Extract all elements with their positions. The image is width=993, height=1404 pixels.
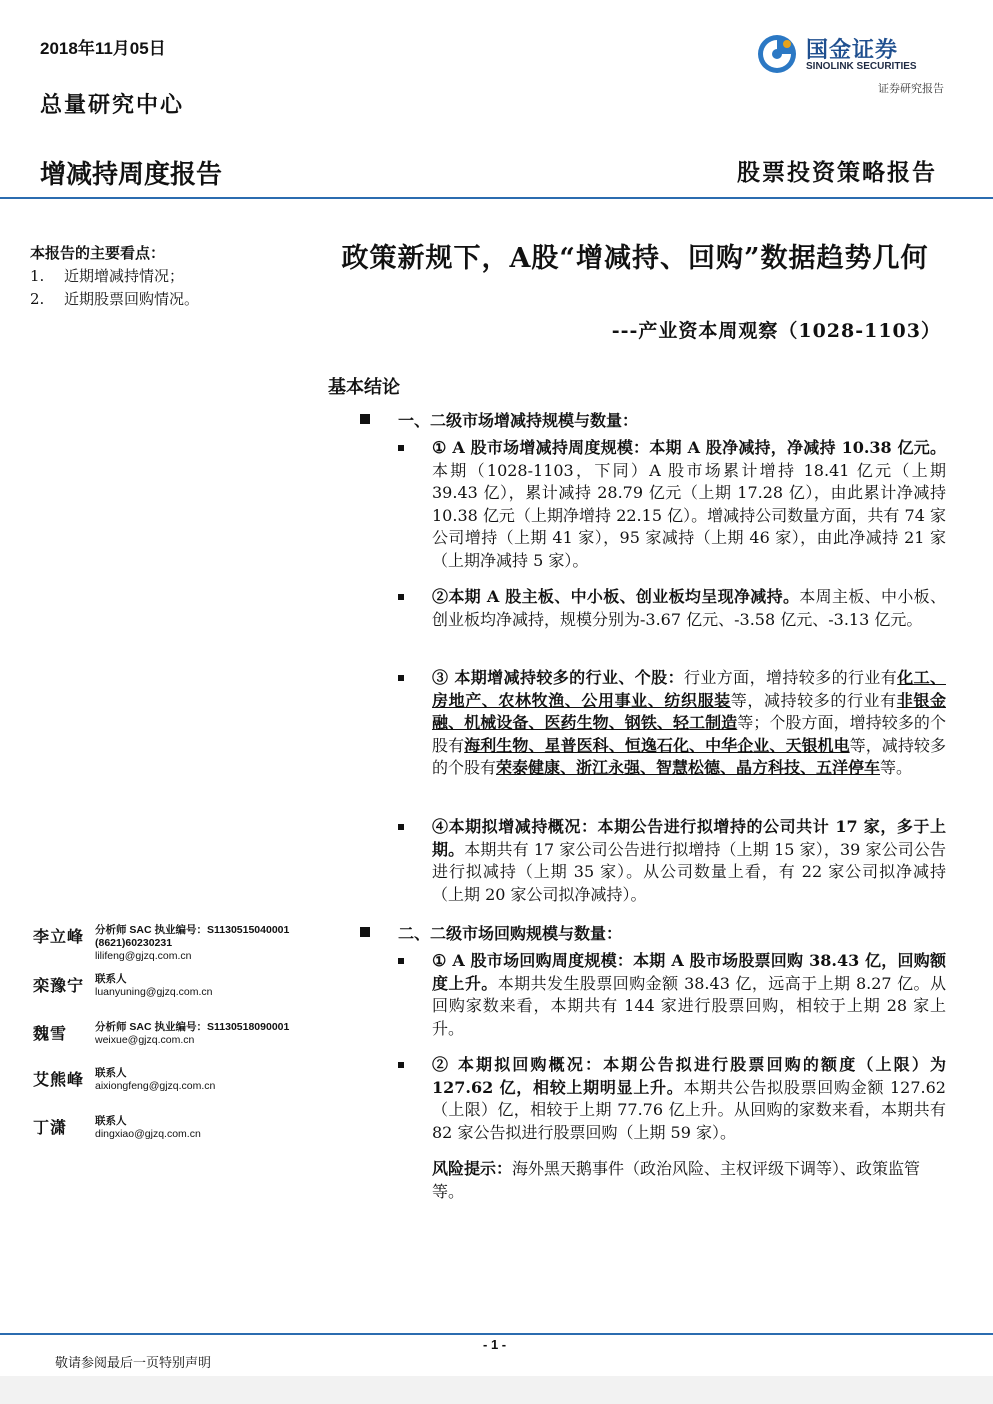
analyst-role: 分析师 SAC 执业编号：S1130518090001 xyxy=(95,1021,290,1033)
paragraph-3 xyxy=(398,667,946,780)
analyst-email: aixiongfeng@gjzq.com.cn xyxy=(95,1080,216,1092)
paragraph-text: 等。 xyxy=(880,758,913,778)
bullet-icon xyxy=(398,445,404,451)
analyst-card xyxy=(33,973,313,999)
paragraph-lead: ① A 股市场回购周度规模：本期 A 股市场股票回购 38.43 亿，回购额度上升。 xyxy=(432,951,946,993)
sinolink-logo xyxy=(756,33,946,95)
analyst-role: 分析师 SAC 执业编号：S1130515040001 xyxy=(95,924,290,936)
paragraph-text: 本期（1028-1103，下同）A 股市场累计增持 18.41 亿元（上期 39.43 亿），累计减持 28.79 亿元（上期 17.28 亿），由此累计净减持 10.38 亿元（上期净增持 22.15 亿）。增减持公司数量方面，共有 74 家公司增持（上期 41 家），95 家减持（上期 46 家），由此净减持 21 家（上期净减持 5 家）。 xyxy=(432,460,946,570)
analyst-email: luanyuning@gjzq.com.cn xyxy=(95,986,213,998)
bullet-square-icon xyxy=(360,927,370,937)
analyst-card xyxy=(33,1021,313,1047)
section-one-heading xyxy=(360,408,638,431)
analyst-name: 栾豫宁 xyxy=(33,976,85,995)
analyst-name: 艾熊峰 xyxy=(33,1070,85,1089)
footer-divider xyxy=(0,1333,993,1335)
paragraph-text: 本期共发生股票回购金额 38.43 亿，远高于上期 8.27 亿。从回购家数来看，本期共有 144 家进行股票回购，相较于上期 28 家上升。 xyxy=(432,973,946,1038)
paragraph-lead: ① A 股市场增减持周度规模：本期 A 股净减持，净减持 10.38 亿元。 xyxy=(432,438,946,457)
list-item xyxy=(30,288,280,311)
industry-list-increase: 化工、房地产、农林牧渔、公用事业、纺织服装 xyxy=(432,668,946,710)
paragraph-1 xyxy=(398,437,946,573)
paragraph-text: 本周主板、中小板、创业板均净减持，规模分别为-3.67 亿元、-3.58 亿元、-3.13 亿元。 xyxy=(432,587,946,629)
sinolink-logo-icon xyxy=(756,33,798,75)
logo-name-cn: 国金证券 xyxy=(806,37,899,62)
main-title: 政策新规下，A股“增减持、回购”数据趋势几何 xyxy=(341,243,929,274)
analyst-card xyxy=(33,1115,313,1141)
bullet-icon xyxy=(398,1062,404,1068)
page-number: - 1 - xyxy=(483,1337,507,1352)
paragraph-text: 等；个股方面，增持较多的个股有 xyxy=(432,713,946,755)
list-item xyxy=(30,265,280,288)
paragraph-text: 本期共有 17 家公司公告进行拟增持（上期 15 家），39 家公司公告进行拟减持（上期 35 家）。从公司数量上看，有 22 家公司拟净减持（上期 20 家公司拟净减持）。 xyxy=(432,839,946,904)
list-item-number: 2. xyxy=(30,290,45,308)
analyst-card xyxy=(33,1067,313,1093)
analyst-email: dingxiao@gjzq.com.cn xyxy=(95,1128,201,1140)
analyst-name: 丁潇 xyxy=(33,1118,68,1137)
bullet-square-icon xyxy=(360,414,370,424)
analyst-role: 联系人 xyxy=(95,1067,127,1079)
paragraph-6 xyxy=(398,1054,946,1144)
paragraph-4 xyxy=(398,816,946,906)
report-type: 增减持周度报告 xyxy=(40,159,223,189)
analyst-role: 联系人 xyxy=(95,973,127,985)
analyst-email: lilifeng@gjzq.com.cn xyxy=(95,950,192,962)
section-two-title: 二、二级市场回购规模与数量： xyxy=(398,924,623,943)
highlights-title: 本报告的主要看点： xyxy=(30,244,166,262)
highlights-panel xyxy=(30,242,280,311)
header-divider xyxy=(0,197,993,199)
industry-list-decrease: 非银金融、机械设备、医药生物、钢铁、轻工制造 xyxy=(432,690,946,733)
paragraph-lead: ②本期 A 股主板、中小板、创业板均呈现净减持。 xyxy=(432,587,800,606)
paragraph-text: 等，减持较多的行业有 xyxy=(730,690,897,710)
bullet-icon xyxy=(398,675,404,681)
list-item-number: 1. xyxy=(30,267,45,285)
footer-disclaimer: 敬请参阅最后一页特别声明 xyxy=(55,1356,212,1371)
bullet-icon xyxy=(398,594,404,600)
analyst-card xyxy=(33,924,313,963)
risk-warning xyxy=(432,1158,946,1203)
analyst-phone: (8621)60230231 xyxy=(95,937,173,949)
list-item-text: 近期增减持情况； xyxy=(64,267,185,285)
analyst-name: 魏雪 xyxy=(33,1024,68,1043)
report-date: 2018年11月05日 xyxy=(40,39,166,58)
subtitle: ---产业资本周观察（1028-1103） xyxy=(611,320,941,342)
footer-bar xyxy=(0,1376,993,1404)
list-item-text: 近期股票回购情况。 xyxy=(64,290,200,308)
analyst-role: 联系人 xyxy=(95,1115,127,1127)
risk-label: 风险提示： xyxy=(432,1159,513,1178)
paragraph-lead: ④本期拟增减持概况：本期公告进行拟增持的公司共计 17 家，多于上期。 xyxy=(432,817,946,859)
research-center: 总量研究中心 xyxy=(40,92,185,118)
logo-name-en: SINOLINK SECURITIES xyxy=(806,61,917,72)
section-two-heading xyxy=(360,921,622,944)
section-one-title: 一、二级市场增减持规模与数量： xyxy=(398,411,639,430)
paragraph-text: 行业方面，增持较多的行业有 xyxy=(683,668,898,687)
paragraph-text: 本期共公告拟股票回购金额 127.62（上限）亿，相较于上期 77.76 亿上升。从回购的家数来看，本期共有 82 家公告拟进行股票回购（上期 59 家）。 xyxy=(432,1077,946,1142)
paragraph-5 xyxy=(398,950,946,1040)
analyst-email: weixue@gjzq.com.cn xyxy=(95,1034,195,1046)
stock-list-increase: 海利生物、星普医科、恒逸石化、中华企业、天银机电 xyxy=(464,735,850,755)
report-category: 股票投资策略报告 xyxy=(737,159,937,186)
logo-subtitle: 证券研究报告 xyxy=(878,82,944,95)
risk-text: 海外黑天鹅事件（政治风险、主权评级下调等）、政策监管等。 xyxy=(432,1159,921,1201)
paragraph-2 xyxy=(398,586,946,631)
paragraph-lead: ③ 本期增减持较多的行业、个股： xyxy=(432,668,684,687)
paragraph-lead: ② 本期拟回购概况：本期公告拟进行股票回购的额度（上限）为 127.62 亿，相较上期明显上升。 xyxy=(432,1055,946,1097)
stock-list-decrease: 荣泰健康、浙江永强、智慧松德、晶方科技、五洋停车 xyxy=(496,758,881,778)
section-heading: 基本结论 xyxy=(328,377,400,398)
bullet-icon xyxy=(398,958,404,964)
analyst-name: 李立峰 xyxy=(33,927,85,946)
paragraph-text: 等，减持较多的个股有 xyxy=(432,735,946,778)
bullet-icon xyxy=(398,824,404,830)
